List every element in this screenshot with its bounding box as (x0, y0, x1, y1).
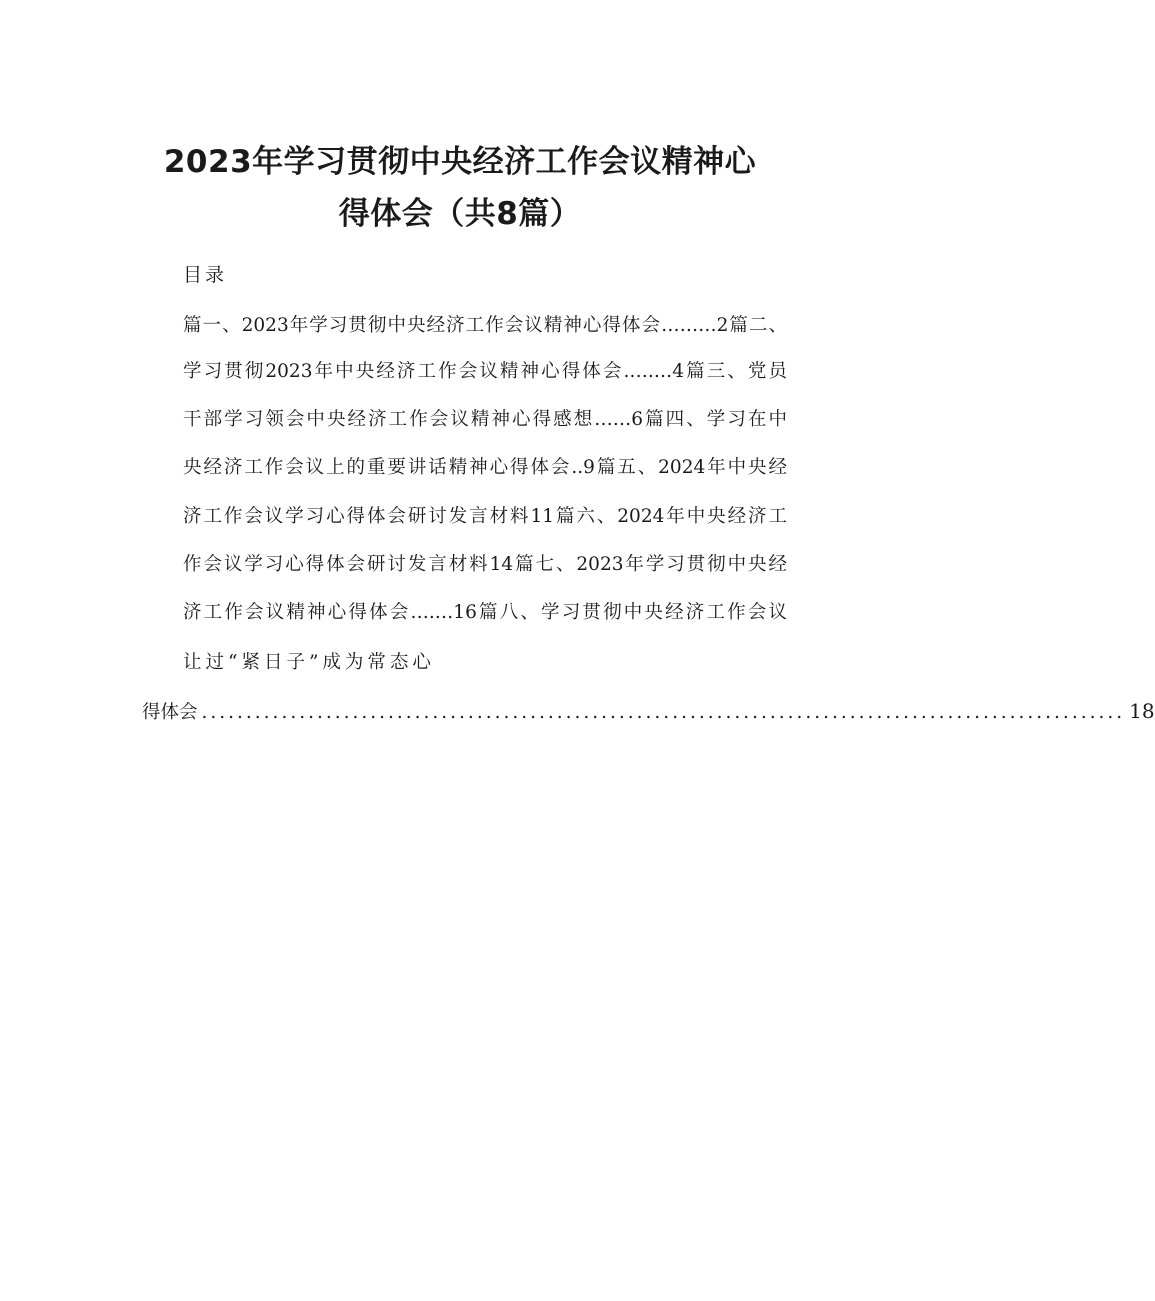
toc-line: 干部学习领会中央经济工作会议精神心得感想……6篇四、学习在中 (183, 409, 787, 430)
toc-line: 济工作会议学习心得体会研讨发言材料11篇六、2024年中央经济工 (183, 506, 787, 527)
toc-page-number: 18 (1129, 699, 1155, 723)
document-title-line-1: 2023年学习贯彻中央经济工作会议精神心 (163, 144, 757, 180)
toc-line: 篇一、2023年学习贯彻中央经济工作会议精神心得体会………2篇二、 (183, 315, 787, 336)
toc-line: 作会议学习心得体会研讨发言材料14篇七、2023年学习贯彻中央经 (183, 554, 787, 575)
document-title-line-2: 得体会（共8篇） (338, 196, 582, 232)
toc-line: 学习贯彻2023年中央经济工作会议精神心得体会.….…4篇三、党员 (183, 361, 787, 382)
toc-heading: 目录 (183, 264, 228, 286)
toc-final-entry (142, 698, 1155, 726)
toc-line: 让过“紧日子”成为常态心 (183, 652, 435, 673)
toc-leader-dots: ........................................................................................................ (201, 702, 1126, 723)
toc-line: 央经济工作会议上的重要讲话精神心得体会..9篇五、2024年中央经 (183, 457, 787, 478)
toc-line: 济工作会议精神心得体会….…16篇八、学习贯彻中央经济工作会议 (183, 602, 787, 623)
toc-final-text: 得体会 (142, 702, 198, 723)
